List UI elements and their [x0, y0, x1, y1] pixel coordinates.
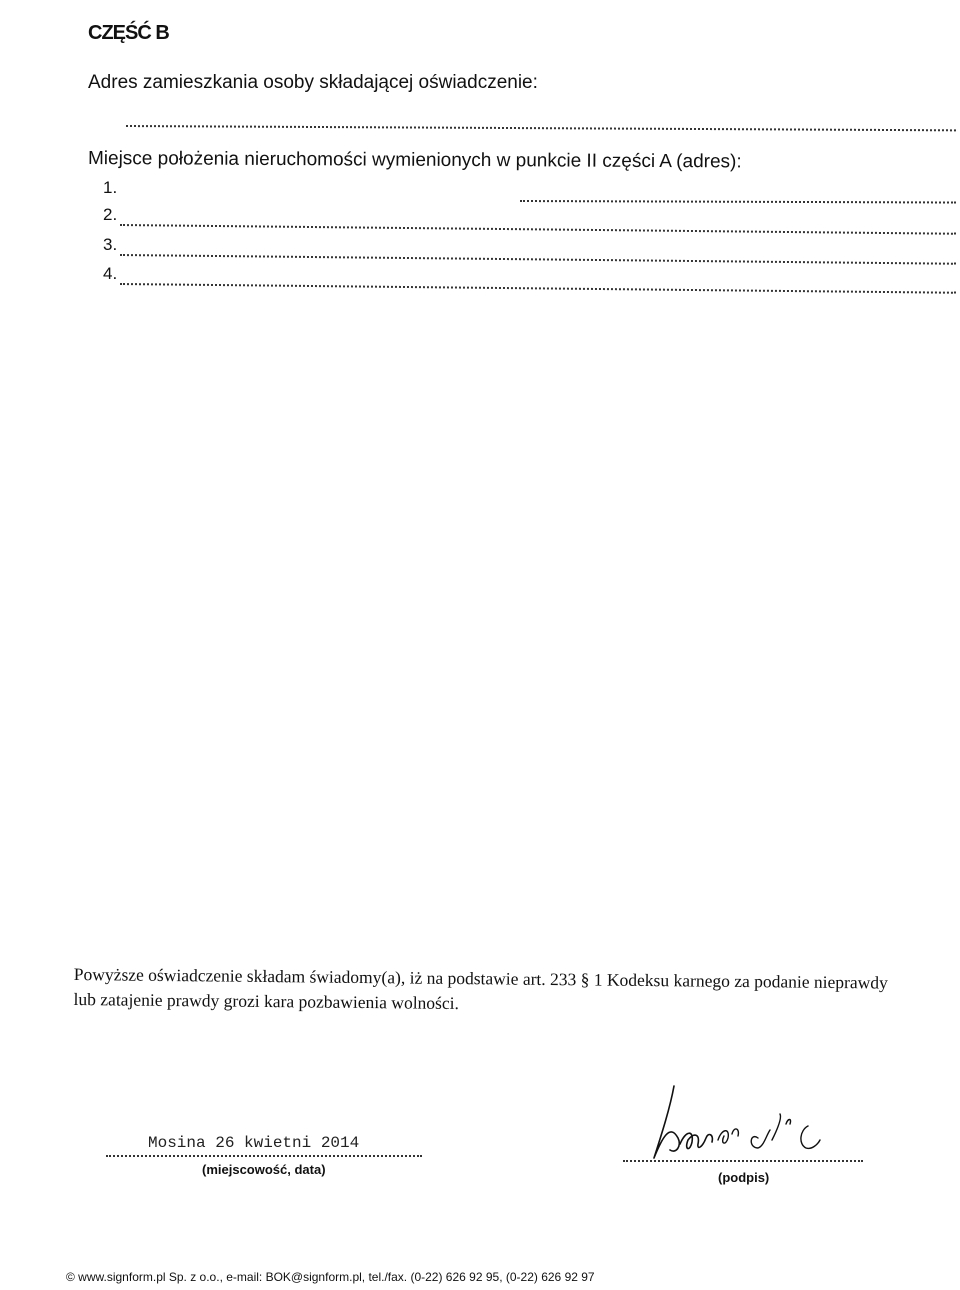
footer-copyright: © www.signform.pl Sp. z o.o., e-mail: BOK@signform.pl, tel./fax. (0-22) 626 92 95, (0-22) 626 92 97: [66, 1270, 595, 1284]
property-item-line-3[interactable]: [120, 254, 956, 265]
property-item-line-2[interactable]: [120, 224, 956, 235]
place-date-value[interactable]: Mosina 26 kwietni 2014: [148, 1134, 360, 1152]
property-item-number: 4.: [103, 264, 118, 283]
property-item-number: 1.: [103, 178, 118, 197]
handwritten-signature: [640, 1078, 840, 1164]
address-label: Adres zamieszkania osoby składającej oświadczenie:: [88, 72, 538, 93]
address-field-line[interactable]: [126, 125, 956, 131]
property-item-number: 3.: [103, 235, 118, 254]
signature-line: [623, 1160, 863, 1162]
legal-statement: [73, 962, 933, 1021]
place-date-line: [106, 1155, 422, 1157]
property-item-number: 2.: [103, 205, 118, 224]
property-item-line-1[interactable]: [520, 200, 956, 204]
property-location-label: Miejsce położenia nieruchomości wymienionych w punkcie II części A (adres):: [87, 148, 742, 173]
legal-statement-line-1: Powyższe oświadczenie składam świadomy(a), iż na podstawie art. 233 § 1 Kodeksu karnego za podanie nieprawdy: [73, 963, 888, 993]
signature-caption: (podpis): [718, 1170, 770, 1185]
legal-statement-line-2: lub zatajenie prawdy grozi kara pozbawienia wolności.: [73, 988, 460, 1014]
property-item-line-4[interactable]: [120, 283, 956, 294]
place-date-caption: (miejscowość, data): [202, 1162, 326, 1177]
section-title: CZĘŚĆ B: [88, 22, 169, 44]
